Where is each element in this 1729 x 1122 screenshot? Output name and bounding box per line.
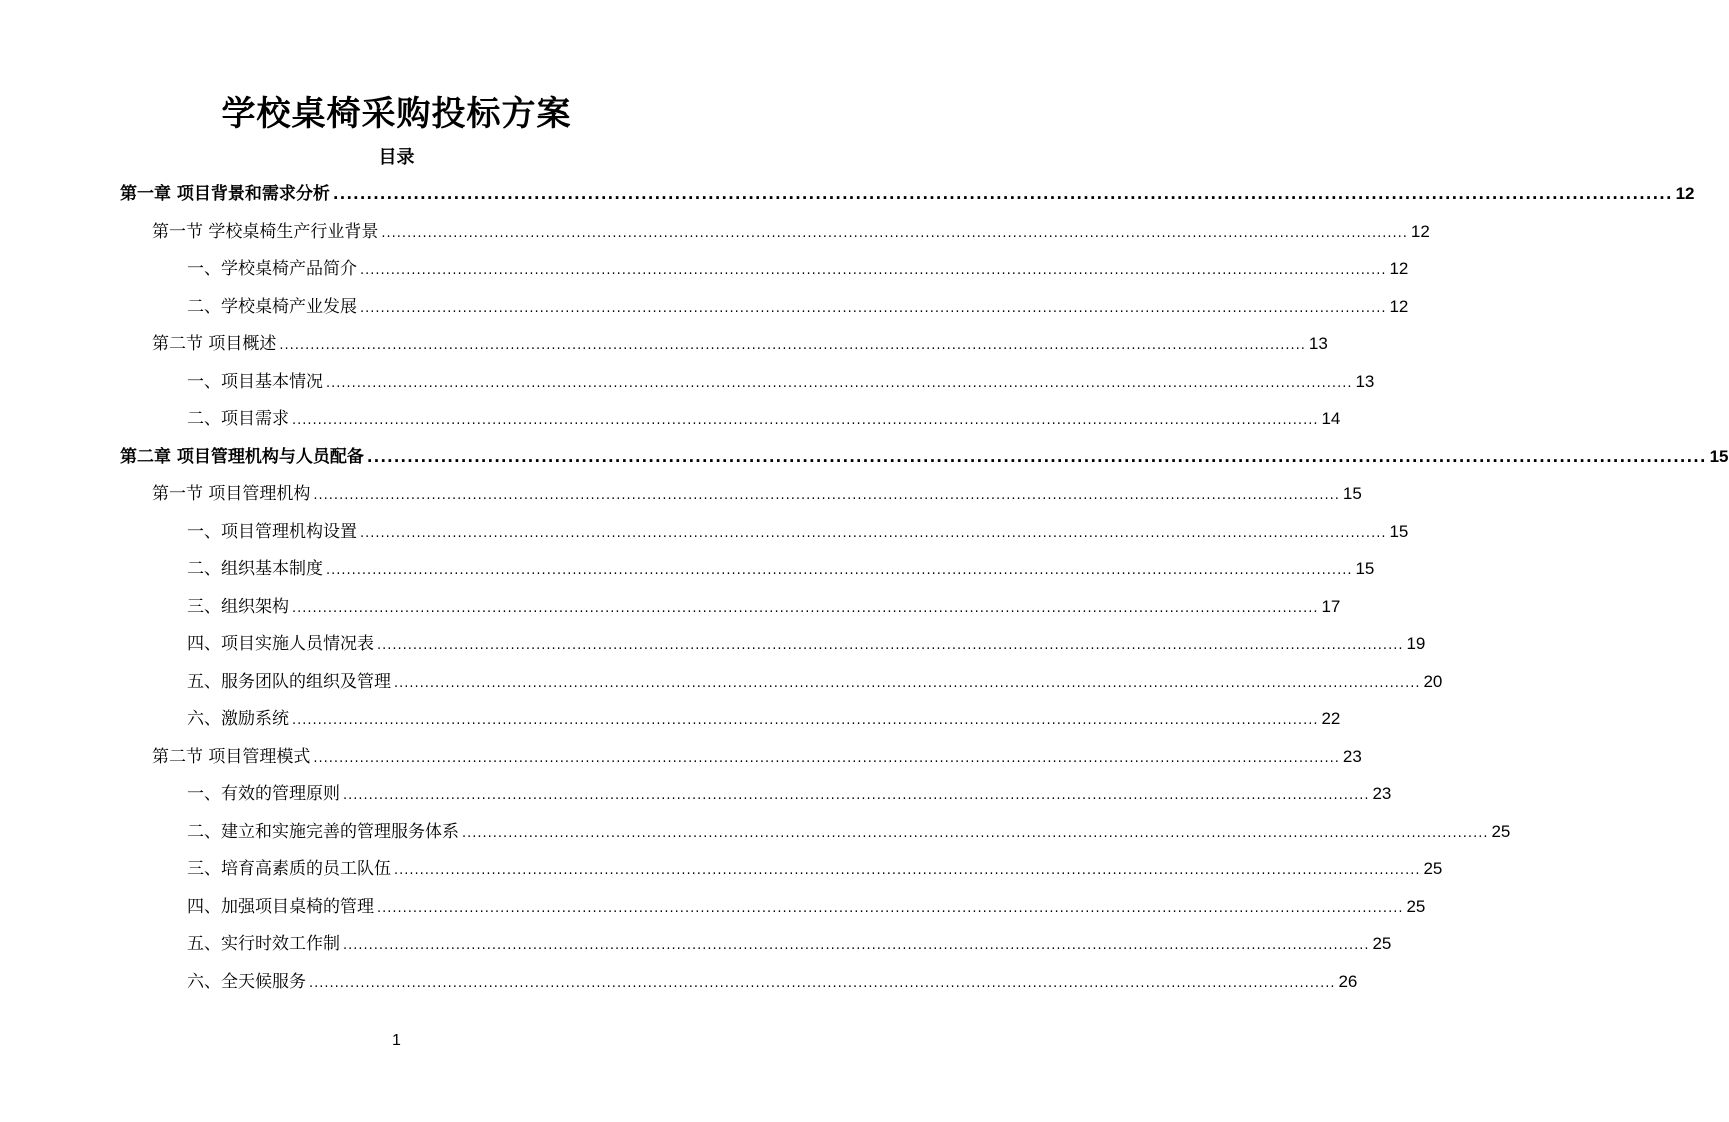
toc-entry[interactable]: [0, 925, 1392, 963]
toc-entry[interactable]: [0, 850, 1443, 888]
toc-entry-page: 25: [1423, 859, 1443, 878]
toc-leader-dots: ........................................................................................................................................................................................................: [343, 938, 1370, 953]
toc-entry-label: 第二节 项目概述: [152, 334, 277, 354]
toc-leader-dots: ........................................................................................................................................................................................................: [313, 750, 1340, 766]
toc-entry-label: 六、激励系统: [187, 709, 289, 729]
toc-leader-dots: ........................................................................................................................................................................................................: [360, 300, 1387, 316]
toc-entry[interactable]: [0, 888, 1426, 926]
document-title: 学校桌椅采购投标方案: [221, 94, 572, 134]
toc-leader-dots: ........................................................................................................................................................................................................: [394, 675, 1421, 691]
toc-entry-label: 一、项目基本情况: [187, 371, 323, 392]
toc-entry-label: 第一节 项目管理机构: [152, 484, 311, 504]
toc-entry-page: 12: [1675, 184, 1695, 203]
toc-entry-page: 13: [1355, 371, 1375, 391]
toc-entry-page: 22: [1321, 709, 1341, 728]
toc-leader-dots: ........................................................................................................................................................................................................: [292, 713, 1319, 728]
toc-entry-label: 一、有效的管理原则: [187, 784, 340, 804]
toc-leader-dots: ........................................................................................................................................................................................................: [360, 525, 1387, 541]
toc-entry-label: 二、项目需求: [187, 409, 289, 429]
toc-entry[interactable]: [0, 738, 1362, 776]
toc-leader-dots: ........................................................................................................................................................................................................: [366, 447, 1707, 466]
toc-entry-page: 15: [1389, 521, 1409, 541]
toc-entry-label: 三、组织架构: [187, 596, 289, 617]
toc-entry-page: 26: [1338, 971, 1358, 991]
toc-entry[interactable]: [0, 400, 1341, 438]
toc-entry[interactable]: [0, 813, 1511, 851]
toc-entry-page: 12: [1389, 259, 1409, 278]
table-of-contents: [0, 175, 1729, 1000]
toc-entry-page: 15: [1355, 559, 1375, 578]
toc-entry-page: 15: [1342, 484, 1362, 503]
toc-leader-dots: ........................................................................................................................................................................................................: [292, 413, 1319, 428]
toc-entry-label: 六、全天候服务: [187, 971, 306, 992]
toc-entry[interactable]: [0, 363, 1375, 401]
toc-entry[interactable]: [0, 288, 1409, 326]
toc-leader-dots: ........................................................................................................................................................................................................: [309, 975, 1336, 991]
toc-entry-label: 四、加强项目桌椅的管理: [187, 896, 374, 917]
toc-entry-label: 第一节 学校桌椅生产行业背景: [152, 221, 379, 242]
toc-entry[interactable]: [0, 663, 1443, 701]
toc-entry[interactable]: [0, 963, 1358, 1001]
toc-entry[interactable]: [0, 700, 1341, 738]
toc-leader-dots: ........................................................................................................................................................................................................: [394, 863, 1421, 878]
toc-leader-dots: ........................................................................................................................................................................................................: [462, 825, 1489, 841]
toc-entry[interactable]: [0, 625, 1426, 663]
toc-entry-page: 25: [1406, 896, 1426, 916]
toc-leader-dots: ........................................................................................................................................................................................................: [326, 563, 1353, 578]
toc-entry[interactable]: [0, 175, 1695, 213]
toc-entry-page: 23: [1372, 784, 1392, 803]
toc-entry[interactable]: [0, 213, 1430, 251]
toc-entry-page: 15: [1709, 446, 1729, 466]
toc-entry-page: 12: [1389, 296, 1409, 316]
toc-entry-label: 第一章 项目背景和需求分析: [120, 184, 330, 204]
toc-entry-page: 23: [1342, 746, 1362, 766]
toc-entry-page: 12: [1410, 221, 1430, 241]
toc-leader-dots: ........................................................................................................................................................................................................: [381, 225, 1408, 241]
toc-entry-page: 25: [1491, 821, 1511, 841]
toc-heading: 目录: [378, 147, 415, 168]
toc-entry-label: 五、服务团队的组织及管理: [187, 671, 391, 692]
toc-entry-label: 二、组织基本制度: [187, 559, 323, 579]
toc-entry-page: 13: [1308, 334, 1328, 353]
toc-entry-page: 19: [1406, 634, 1426, 653]
toc-entry-page: 20: [1423, 671, 1443, 691]
toc-entry-page: 14: [1321, 409, 1341, 428]
toc-entry[interactable]: [0, 250, 1409, 288]
toc-entry-label: 第二节 项目管理模式: [152, 746, 311, 767]
page-number: 1: [392, 1032, 401, 1049]
toc-entry-label: 二、建立和实施完善的管理服务体系: [187, 821, 459, 842]
toc-leader-dots: ........................................................................................................................................................................................................: [377, 900, 1404, 916]
toc-entry[interactable]: [0, 588, 1341, 626]
toc-entry-label: 五、实行时效工作制: [187, 934, 340, 954]
toc-entry-page: 17: [1321, 596, 1341, 616]
toc-entry[interactable]: [0, 325, 1328, 363]
toc-entry[interactable]: [0, 475, 1362, 513]
toc-leader-dots: ........................................................................................................................................................................................................: [377, 638, 1404, 653]
toc-entry[interactable]: [0, 775, 1392, 813]
toc-leader-dots: ........................................................................................................................................................................................................: [292, 600, 1319, 616]
toc-entry[interactable]: [0, 513, 1409, 551]
toc-entry-label: 四、项目实施人员情况表: [187, 634, 374, 654]
toc-leader-dots: ........................................................................................................................................................................................................: [326, 375, 1353, 391]
toc-entry[interactable]: [0, 438, 1729, 476]
toc-entry[interactable]: [0, 550, 1375, 588]
toc-leader-dots: ........................................................................................................................................................................................................: [279, 338, 1306, 353]
toc-leader-dots: ........................................................................................................................................................................................................: [343, 788, 1370, 803]
toc-entry-label: 二、学校桌椅产业发展: [187, 296, 357, 317]
toc-leader-dots: ........................................................................................................................................................................................................: [332, 185, 1673, 203]
toc-entry-label: 第二章 项目管理机构与人员配备: [120, 446, 364, 467]
toc-entry-page: 25: [1372, 934, 1392, 953]
toc-entry-label: 一、项目管理机构设置: [187, 521, 357, 542]
toc-leader-dots: ........................................................................................................................................................................................................: [360, 263, 1387, 278]
toc-entry-label: 一、学校桌椅产品简介: [187, 259, 357, 279]
toc-leader-dots: ........................................................................................................................................................................................................: [313, 488, 1340, 503]
toc-entry-label: 三、培育高素质的员工队伍: [187, 859, 391, 879]
